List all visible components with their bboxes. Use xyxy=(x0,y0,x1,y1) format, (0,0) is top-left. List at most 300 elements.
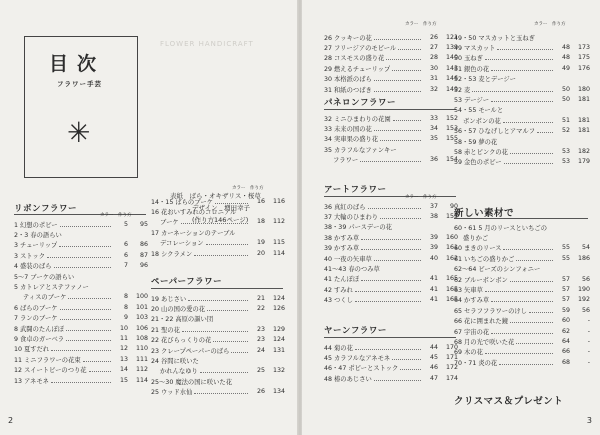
toc-entry xyxy=(151,355,285,365)
page-number-left: 2 xyxy=(8,416,14,425)
toc-entry-title: 2・3 春の語らい xyxy=(14,232,62,240)
toc-entry-howto-page: 134 xyxy=(272,388,285,396)
toc-entry xyxy=(324,363,458,373)
toc-entry-title: 37 大輪のひまわり xyxy=(324,214,379,222)
toc-entry xyxy=(151,238,285,248)
column-header: カラー 作り方 xyxy=(534,22,566,27)
toc-entry-title: 20 山の国の愛の花 xyxy=(151,306,206,314)
leader-dots xyxy=(51,378,111,383)
toc-entry-color-page: 10 xyxy=(119,324,128,332)
toc-entry xyxy=(454,222,590,232)
toc-entry-color-page: 32 xyxy=(429,85,438,93)
toc-entry-title: 69 木の花 xyxy=(454,349,483,357)
toc-entry-howto-page: 155 xyxy=(445,213,458,221)
toc-entry-color-page: 55 xyxy=(561,254,570,262)
leader-dots xyxy=(529,308,553,313)
toc-entry xyxy=(454,53,590,63)
left-page xyxy=(0,0,298,435)
toc-entry-title: かれんなゆり xyxy=(160,368,198,376)
toc-entry-title: 34 実車果の盛り花 xyxy=(324,136,379,144)
section-rule xyxy=(151,288,283,289)
toc-entry-title: 8 武闘のたんぽぽ xyxy=(14,325,65,333)
toc-entry-title: 61 いちごの盛りかご xyxy=(454,255,515,263)
toc-entry-title: デコレーション xyxy=(160,240,204,248)
toc-entry-title: 13 アネモネ xyxy=(14,377,49,385)
toc-entry-color-page: 8 xyxy=(123,303,128,311)
toc-entry-howto-page: 86 xyxy=(139,241,148,249)
toc-entry-color-page: 47 xyxy=(429,374,438,382)
toc-entry-title: 49・50 マスカットと玉ねぎ xyxy=(454,34,535,42)
toc-entry-howto-page: 165 xyxy=(445,296,458,304)
leader-dots xyxy=(213,337,248,342)
toc-entry-color-page: 23 xyxy=(256,325,265,333)
toc-entry-howto-page: 124 xyxy=(272,294,285,302)
toc-entry-color-page: 22 xyxy=(256,305,265,313)
leader-dots xyxy=(503,118,553,123)
toc-entry-title: 25 ウッド水仙 xyxy=(151,389,193,397)
toc-entry-color-page: 12 xyxy=(119,345,128,353)
toc-entry-howto-page: - xyxy=(587,348,590,356)
toc-list-right-col1-paper xyxy=(324,32,458,94)
leader-dots xyxy=(361,276,421,281)
toc-entry-howto-page: 112 xyxy=(272,218,285,226)
column-header: カラー 作り方 xyxy=(232,186,264,191)
toc-entry xyxy=(14,219,148,229)
leader-dots xyxy=(485,55,553,60)
leader-dots xyxy=(181,219,248,224)
toc-entry-title: 5 カトレアとステファノー xyxy=(14,284,89,292)
toc-entry-howto-page: 111 xyxy=(135,355,148,363)
toc-entry-title: 42 すみれ xyxy=(324,286,353,294)
toc-entry xyxy=(14,240,148,250)
toc-entry-title: 16 花おいすみれのコロニアル xyxy=(151,209,237,217)
toc-entry xyxy=(324,211,458,221)
toc-entry xyxy=(454,284,590,294)
toc-entry xyxy=(324,222,458,232)
toc-entry-howto-page: 56 xyxy=(581,275,590,283)
toc-entry-howto-page: 114 xyxy=(272,249,285,257)
leader-dots xyxy=(505,108,553,112)
toc-entry-color-page: 57 xyxy=(561,296,570,304)
leader-dots xyxy=(234,379,248,383)
toc-entry-title: 46・47 ポピーとストック xyxy=(324,365,399,373)
toc-entry xyxy=(14,292,148,302)
leader-dots xyxy=(491,329,553,334)
leader-dots xyxy=(68,294,111,299)
toc-entry xyxy=(454,243,590,253)
toc-entry xyxy=(454,42,590,52)
toc-entry-howto-page: 173 xyxy=(577,44,590,52)
toc-entry-title: 17 カーネーションのテーブル xyxy=(151,229,236,237)
toc-entry-title: 52 麦 xyxy=(454,86,471,94)
toc-list-left-col1 xyxy=(14,219,148,385)
toc-entry-color-page: 31 xyxy=(429,75,438,83)
toc-entry-title: 18 シクラメン xyxy=(151,250,193,258)
leader-dots xyxy=(59,242,111,247)
leader-dots xyxy=(66,336,111,341)
toc-entry-howto-page: 154 xyxy=(445,156,458,164)
toc-entry-title: 22 花びらっくりの花 xyxy=(151,337,212,345)
toc-entry-howto-page: 181 xyxy=(577,116,590,124)
toc-list-left-col2-paper xyxy=(151,293,285,397)
leader-dots xyxy=(360,157,421,162)
toc-entry xyxy=(454,357,590,367)
leader-dots xyxy=(485,349,553,354)
toc-entry-howto-page: 56 xyxy=(581,306,590,314)
toc-entry-color-page: 26 xyxy=(429,33,438,41)
leader-dots xyxy=(188,296,248,301)
toc-entry xyxy=(151,335,285,345)
toc-entry xyxy=(324,32,458,42)
leader-dots xyxy=(368,204,422,209)
leader-dots xyxy=(392,355,421,360)
toc-entry-title: ボンボンの花 xyxy=(463,117,501,125)
leader-dots xyxy=(374,87,421,92)
toc-entry-howto-page: 90 xyxy=(449,202,458,210)
toc-entry xyxy=(324,342,458,352)
toc-entry-howto-page: 124 xyxy=(272,336,285,344)
leader-dots xyxy=(516,339,553,344)
toc-entry-color-page: 27 xyxy=(429,44,438,52)
toc-entry-color-page: 20 xyxy=(256,249,265,257)
toc-entry xyxy=(151,345,285,355)
toc-entry-title: 11 ミニフラワーの花束 xyxy=(14,356,81,364)
toc-entry-color-page: 25 xyxy=(256,367,265,375)
toc-entry-color-page: 19 xyxy=(256,239,265,247)
toc-entry-color-page: 41 xyxy=(429,285,438,293)
toc-entry xyxy=(454,94,590,104)
toc-entry-color-page: 7 xyxy=(123,262,128,270)
toc-entry-howto-page: 161 xyxy=(445,244,458,252)
toc-entry-title: 62～64 ビーズのシンフォニー xyxy=(454,266,541,274)
section-heading-ribbon: リボンフラワー xyxy=(14,204,78,214)
toc-entry-howto-page: 152 xyxy=(445,114,458,122)
toc-entry xyxy=(454,336,590,346)
toc-entry-title: 38・39 パースデーの花 xyxy=(324,224,392,232)
toc-entry-howto-page: 174 xyxy=(445,374,458,382)
toc-entry xyxy=(324,274,458,284)
toc-entry-title: 49 マスカット xyxy=(454,45,496,53)
toc-entry-title: 25～30 魔法の国に咲いた花 xyxy=(151,378,232,386)
toc-entry-color-page: 34 xyxy=(429,125,438,133)
toc-entry-howto-page: 101 xyxy=(135,303,148,311)
toc-entry xyxy=(324,144,458,154)
toc-entry-color-page: 62 xyxy=(561,327,570,335)
section-heading-paneron: パネロンフラワー xyxy=(324,98,397,108)
toc-entry-howto-page: 126 xyxy=(272,305,285,313)
toc-entry-color-page: 68 xyxy=(561,358,570,366)
page-number-right: 3 xyxy=(586,416,592,425)
leader-dots xyxy=(510,318,553,323)
toc-entry-title: 70・71 炎の花 xyxy=(454,359,498,367)
toc-entry xyxy=(454,63,590,73)
toc-entry-color-page: 40 xyxy=(429,254,438,262)
toc-entry xyxy=(151,376,285,386)
toc-entry-title: 41～43 春のつみ草 xyxy=(324,266,380,274)
toc-entry-howto-page: 139 xyxy=(445,44,458,52)
toc-entry-title: 6 ばらのブーケ xyxy=(14,304,58,312)
toc-entry-title: 32 ミニひまわりの花園 xyxy=(324,115,391,123)
toc-entry-title: 63 矢車草 xyxy=(454,287,483,295)
toc-entry-color-page: 50 xyxy=(561,96,570,104)
toc-entry-color-page: 66 xyxy=(561,348,570,356)
toc-entry-howto-page: 160 xyxy=(445,233,458,241)
toc-list-right-col2-new xyxy=(454,222,590,367)
leader-dots xyxy=(374,126,421,131)
section-rule xyxy=(454,218,588,219)
toc-entry-color-page: 36 xyxy=(429,156,438,164)
toc-entry-color-page: 6 xyxy=(123,241,128,249)
toc-entry xyxy=(151,206,285,216)
toc-entry-color-page: 41 xyxy=(429,296,438,304)
toc-entry-title: 64 かすみ草 xyxy=(454,297,490,305)
toc-entry-title: 60・61 5 月のリースといちごの xyxy=(454,224,547,232)
toc-entry-title: 41 たんぽぽ xyxy=(324,276,360,284)
leader-dots xyxy=(380,214,421,219)
leader-dots xyxy=(374,376,421,381)
toc-entry-howto-page: 95 xyxy=(139,220,148,228)
leader-dots xyxy=(491,97,553,102)
section-rule xyxy=(324,109,456,110)
toc-entry xyxy=(454,316,590,326)
leader-dots xyxy=(60,315,111,320)
toc-entry xyxy=(454,105,590,115)
leader-dots xyxy=(398,45,421,50)
toc-list-left-col2-ribbon xyxy=(151,196,285,258)
leader-dots xyxy=(215,317,248,321)
toc-entry-title: 31 和紙のつばき xyxy=(324,86,372,94)
toc-entry-color-page: 48 xyxy=(561,44,570,52)
leader-dots xyxy=(382,267,421,271)
faint-watermark-text: FLOWER HANDICRAFT xyxy=(160,40,254,48)
toc-list-right-col1-yarn xyxy=(324,342,458,384)
leader-dots xyxy=(503,245,553,250)
toc-entry-howto-page: 129 xyxy=(272,325,285,333)
toc-entry-color-page: 9 xyxy=(123,314,128,322)
toc-entry-howto-page: 153 xyxy=(445,125,458,133)
toc-entry-howto-page: 181 xyxy=(577,96,590,104)
section-heading-art: アートフラワー xyxy=(324,185,387,195)
toc-entry-howto-page: 143 xyxy=(445,64,458,72)
toc-entry xyxy=(14,354,148,364)
toc-entry xyxy=(324,63,458,73)
toc-entry-howto-page: 112 xyxy=(135,366,148,374)
toc-entry-color-page: 8 xyxy=(123,293,128,301)
toc-entry-title: 59 金色のポピー xyxy=(454,159,502,167)
toc-entry-color-page: 53 xyxy=(561,147,570,155)
leader-dots xyxy=(238,210,248,214)
leader-dots xyxy=(400,365,421,370)
toc-entry-title: 50 玉ねぎ xyxy=(454,55,483,63)
toc-entry xyxy=(454,347,590,357)
toc-entry-color-page: 28 xyxy=(429,54,438,62)
toc-entry xyxy=(324,84,458,94)
toc-entry xyxy=(14,344,148,354)
leader-dots xyxy=(386,55,421,60)
toc-entry xyxy=(454,157,590,167)
page-subtitle: フラワー手芸 xyxy=(57,80,102,88)
leader-dots xyxy=(66,326,111,331)
leader-dots xyxy=(89,367,111,372)
toc-entry xyxy=(454,115,590,125)
leader-dots xyxy=(491,297,553,302)
toc-entry-howto-page: 172 xyxy=(445,364,458,372)
toc-entry-title: 4 盛装のばら xyxy=(14,263,52,271)
leader-dots xyxy=(355,287,421,292)
right-page xyxy=(302,0,600,435)
toc-entry xyxy=(14,229,148,239)
leader-dots xyxy=(361,235,421,240)
toc-entry-howto-page: - xyxy=(587,327,590,335)
toc-entry-title: 36 真紅のばら xyxy=(324,203,366,211)
section-rule xyxy=(324,337,456,338)
toc-entry xyxy=(324,243,458,253)
toc-entry xyxy=(454,326,590,336)
cover-credit-row: デザイン 増田幸子 xyxy=(192,204,251,212)
leader-dots xyxy=(60,222,111,227)
leader-dots xyxy=(537,35,553,39)
leader-dots xyxy=(472,87,553,92)
leader-dots xyxy=(231,348,248,353)
toc-entry-title: 26 クッキーの花 xyxy=(324,34,372,42)
toc-entry-color-page: 39 xyxy=(429,244,438,252)
toc-entry-title: 21・22 高原の謳い団 xyxy=(151,316,214,324)
toc-entry-color-page: 14 xyxy=(119,366,128,374)
leader-dots xyxy=(207,306,248,311)
toc-entry xyxy=(324,284,458,294)
toc-entry-title: 28 コスモスの盛り花 xyxy=(324,55,385,63)
toc-entry xyxy=(454,274,590,284)
toc-entry xyxy=(14,364,148,374)
leader-dots xyxy=(537,128,553,133)
toc-entry xyxy=(151,387,285,397)
toc-entry-howto-page: 115 xyxy=(272,239,285,247)
toc-entry xyxy=(324,352,458,362)
toc-entry-title: 43 つくし xyxy=(324,297,353,305)
column-header: カラー 作り方 xyxy=(405,22,437,27)
toc-entry-title: 27 フリージアのモビール xyxy=(324,45,397,53)
toc-entry-howto-page: 181 xyxy=(577,127,590,135)
toc-entry-color-page: 15 xyxy=(119,376,128,384)
leader-dots xyxy=(374,35,421,40)
leader-dots xyxy=(510,149,553,154)
section-heading-paper: ペーパーフラワー xyxy=(151,277,223,287)
leader-dots xyxy=(504,159,553,164)
toc-entry-color-page: 50 xyxy=(561,85,570,93)
toc-entry xyxy=(151,303,285,313)
toc-entry xyxy=(454,146,590,156)
toc-entry-color-page: 60 xyxy=(561,317,570,325)
leader-dots xyxy=(516,256,553,261)
toc-entry-color-page: 49 xyxy=(561,64,570,72)
leader-dots xyxy=(394,225,421,229)
toc-entry-title: 23 クレープペーパーのばら xyxy=(151,347,230,355)
toc-entry-title: 52・53 麦とデージー xyxy=(454,76,516,84)
column-header: カラー 作り方 xyxy=(405,195,437,200)
section-heading-yarn: ヤーンフラワー xyxy=(324,326,387,336)
toc-entry-howto-page: 165 xyxy=(445,275,458,283)
toc-entry-howto-page: 132 xyxy=(272,367,285,375)
toc-entry-howto-page: 176 xyxy=(577,64,590,72)
toc-entry-title: ブーケ xyxy=(160,219,179,227)
toc-entry-title: 35 カラフルなファンキー xyxy=(324,146,397,154)
toc-entry-color-page: 41 xyxy=(429,275,438,283)
toc-entry xyxy=(151,248,285,258)
leader-dots xyxy=(380,136,421,141)
toc-entry-howto-page: 175 xyxy=(577,54,590,62)
toc-entry xyxy=(14,333,148,343)
toc-entry-title: 48 椿のあじさい xyxy=(324,375,372,383)
toc-entry-color-page: 38 xyxy=(429,213,438,221)
leader-dots xyxy=(518,77,553,81)
toc-entry xyxy=(454,295,590,305)
toc-entry-title: 67 宇宙の花 xyxy=(454,328,490,336)
toc-entry-title: 44 菊の花 xyxy=(324,344,353,352)
leader-dots xyxy=(215,199,248,204)
toc-entry-title: 29 燃えるチューリップ xyxy=(324,65,391,73)
toc-entry-howto-page: 190 xyxy=(577,286,590,294)
leader-dots xyxy=(392,66,421,71)
toc-entry xyxy=(324,263,458,273)
toc-entry-title: 21 聖の花 xyxy=(151,326,180,334)
toc-entry-color-page: 55 xyxy=(561,244,570,252)
toc-entry xyxy=(14,271,148,281)
toc-entry-title: 66 花に囲まれた鏡 xyxy=(454,318,509,326)
toc-entry-color-page: 57 xyxy=(561,286,570,294)
toc-entry xyxy=(324,201,458,211)
toc-entry-color-page: 51 xyxy=(561,116,570,124)
toc-entry-howto-page: 180 xyxy=(577,85,590,93)
toc-entry xyxy=(151,366,285,376)
leader-dots xyxy=(47,253,111,258)
leader-dots xyxy=(393,116,421,121)
toc-entry-howto-page: 106 xyxy=(135,324,148,332)
toc-entry-color-page: 5 xyxy=(123,220,128,228)
toc-entry-color-page: 30 xyxy=(429,64,438,72)
toc-entry xyxy=(151,196,285,206)
toc-entry xyxy=(151,217,285,227)
toc-entry-title: 33 未来の国の花 xyxy=(324,126,372,134)
leader-dots xyxy=(374,76,421,81)
toc-entry-title: 30 本格派のばら xyxy=(324,76,372,84)
toc-entry xyxy=(324,232,458,242)
toc-entry-howto-page: - xyxy=(587,317,590,325)
toc-list-right-col2-top xyxy=(454,32,590,167)
leader-dots xyxy=(399,147,421,151)
toc-entry-howto-page: 131 xyxy=(272,346,285,354)
toc-entry-howto-page: 140 xyxy=(445,54,458,62)
leader-dots xyxy=(510,277,553,282)
toc-entry-title: 5～7 ブーケの語らい xyxy=(14,273,75,281)
toc-entry-color-page: 13 xyxy=(119,355,128,363)
toc-entry-title: 10 夏すだれ xyxy=(14,346,50,354)
toc-entry-title: 45 カラフルなアネモネ xyxy=(324,355,391,363)
leader-dots xyxy=(83,357,111,362)
toc-entry-title: 40 一夜の矢車草 xyxy=(324,255,372,263)
leader-dots xyxy=(490,236,553,240)
toc-entry-howto-page: 100 xyxy=(135,293,148,301)
toc-entry-title: 60 まきのリース xyxy=(454,245,502,253)
toc-list-right-col1-paneron xyxy=(324,113,458,165)
toc-entry-title: 54・55 モールと xyxy=(454,107,504,115)
toc-entry xyxy=(454,305,590,315)
leader-dots xyxy=(91,285,111,289)
toc-entry xyxy=(454,74,590,84)
toc-entry-title: 7 ランのブーケ xyxy=(14,315,58,323)
toc-entry xyxy=(454,126,590,136)
toc-entry xyxy=(324,113,458,123)
title-box xyxy=(24,36,138,178)
